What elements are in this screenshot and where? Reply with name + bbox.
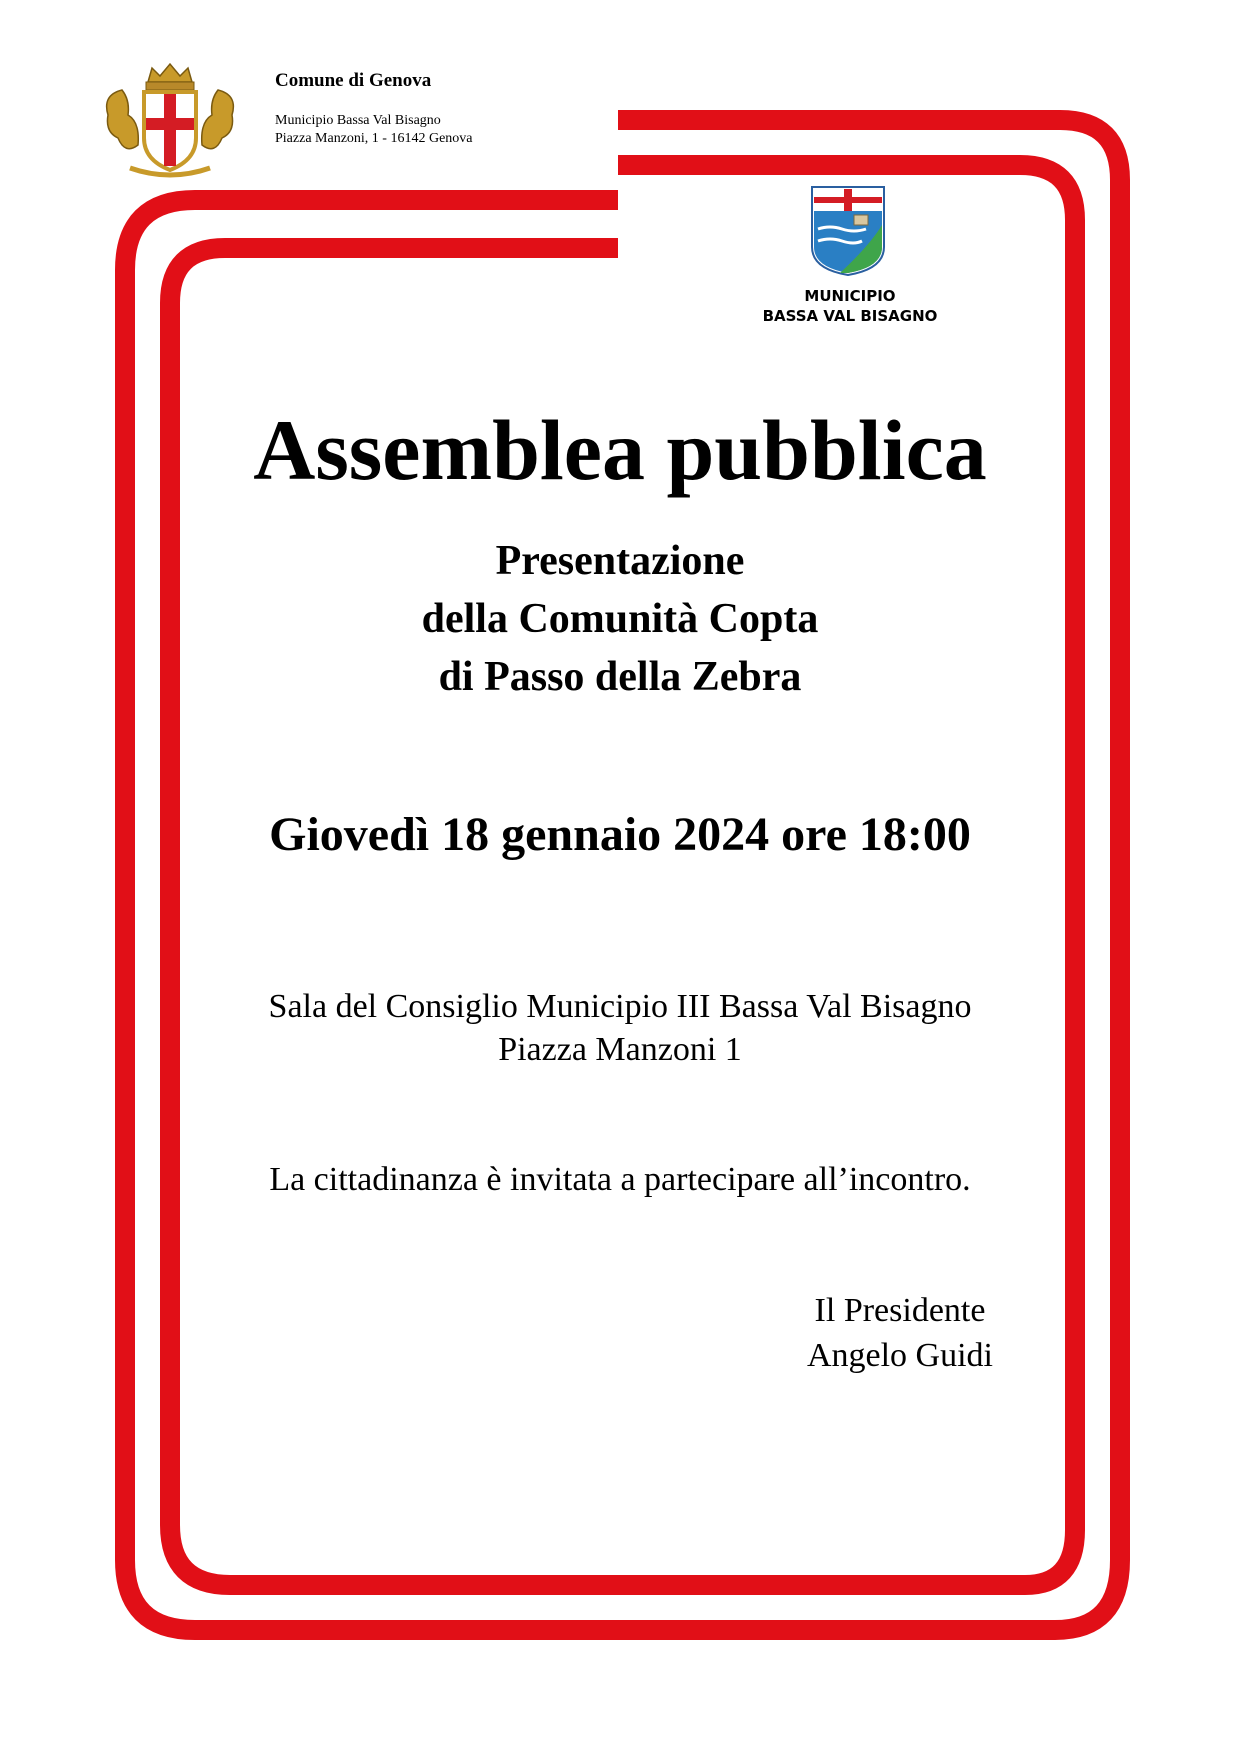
signature-name: Angelo Guidi xyxy=(806,1337,994,1374)
municipio-logo-icon xyxy=(810,185,886,277)
venue-line-2: Piazza Manzoni 1 xyxy=(498,1031,742,1068)
page-title: Assemblea pubblica xyxy=(253,402,987,498)
subtitle-line-3: di Passo della Zebra xyxy=(438,654,802,700)
event-venue xyxy=(160,985,1080,1071)
municipio-name-line-2: BASSA VAL BISAGNO xyxy=(762,307,938,325)
subtitle-line-1: Presentazione xyxy=(495,538,745,584)
document-header xyxy=(275,70,473,148)
address-line-1: Municipio Bassa Val Bisagno xyxy=(275,113,441,128)
invitation-text: La cittadinanza è invitata a partecipare all’incontro. xyxy=(269,1161,971,1198)
event-date: Giovedì 18 gennaio 2024 ore 18:00 xyxy=(269,808,971,861)
venue-line-1: Sala del Consiglio Municipio III Bassa Val Bisagno xyxy=(268,988,972,1025)
event-subtitle xyxy=(160,532,1080,706)
signature-role: Il Presidente xyxy=(814,1292,986,1329)
subtitle-line-2: della Comunità Copta xyxy=(421,596,819,642)
genova-coat-of-arms-icon xyxy=(100,60,240,180)
municipio-name-line-1: MUNICIPIO xyxy=(804,287,896,305)
org-name: Comune di Genova xyxy=(275,70,432,91)
signature-block xyxy=(760,1288,1040,1378)
address-line-2: Piazza Manzoni, 1 - 16142 Genova xyxy=(275,131,473,146)
frame-outer-line xyxy=(125,120,1120,1630)
municipio-name xyxy=(740,286,960,326)
org-address xyxy=(275,112,473,148)
